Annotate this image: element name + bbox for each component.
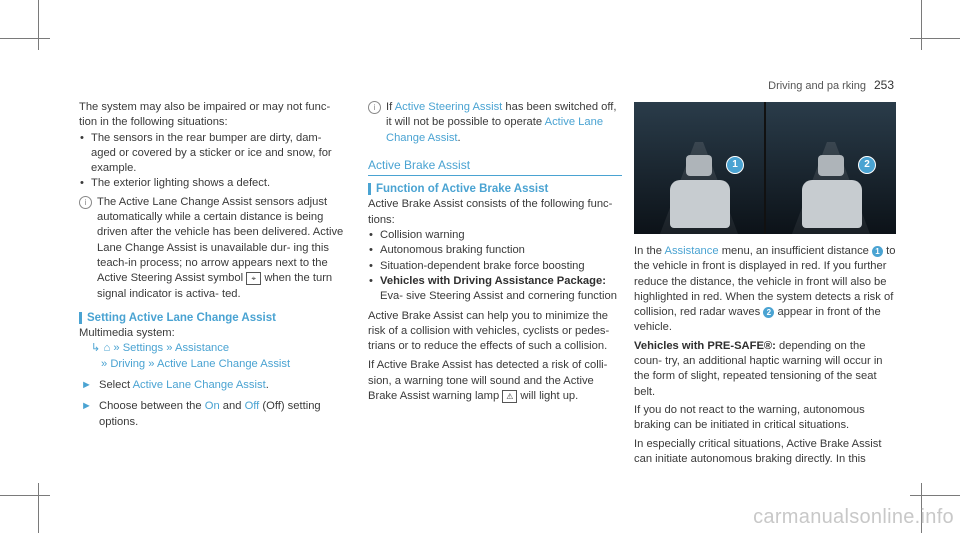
note-tail: when the turn signal indicator is activa‐ ted. bbox=[97, 272, 333, 300]
info-icon: i bbox=[79, 196, 92, 209]
menu-path bbox=[79, 357, 345, 372]
multimedia-label: Multimedia system: bbox=[79, 327, 175, 340]
crop-mark bbox=[38, 0, 39, 50]
menu-link: Assistance bbox=[664, 245, 719, 257]
paragraph: Active Brake Assist can help you to minimize the risk of a collision with vehicles, cyclists or pedes‐ trians or to reduce the effects of such a collision. bbox=[368, 309, 610, 353]
chevron-right-icon: » bbox=[166, 342, 173, 355]
path-arrow-icon: ↳ bbox=[91, 342, 101, 355]
crop-mark bbox=[921, 0, 922, 50]
menu-link: Active Lane Change Assist bbox=[132, 379, 266, 392]
path-item: Driving bbox=[110, 357, 146, 370]
option-off: Off bbox=[244, 400, 260, 413]
crop-mark bbox=[0, 495, 50, 496]
section-heading: Setting Active Lane Change Assist bbox=[79, 311, 345, 326]
intro-text: Active Brake Assist consists of the following func‐ tions: bbox=[368, 198, 613, 226]
brake-warning-lamp-icon: ⚠ bbox=[502, 390, 517, 403]
column-left bbox=[79, 100, 345, 430]
section-heading: Function of Active Brake Assist bbox=[368, 182, 622, 197]
menu-link: Active Lane Change Assist bbox=[386, 116, 604, 144]
list-item: • Collision warning bbox=[368, 228, 622, 243]
steering-assist-icon: ⌖ bbox=[246, 272, 261, 285]
list-item: • Situation-dependent brake force boosting bbox=[368, 259, 622, 274]
display-panel-left bbox=[634, 102, 764, 234]
paragraph: If Active Brake Assist has detected a risk of colli‐ sion, a warning tone will sound and the Active Brake Assist warning lamp ⚠ will light up. bbox=[368, 359, 608, 403]
column-middle bbox=[368, 100, 622, 404]
callout-badge: 1 bbox=[726, 156, 744, 174]
paragraph: In the Assistance menu, an insufficient distance 1 to the vehicle in front is displayed in red. If you further reduce the distance, the vehicle in front will also be highlighted in red. When the system detects a risk of collision, red radar waves 2 appear in front of the vehicle. bbox=[634, 245, 896, 334]
paragraph: Vehicles with PRE-SAFE®: depending on the coun‐ try, an additional haptic warning will occur in the form of slight, repeated tensioning of the seat belt. bbox=[634, 339, 883, 398]
action-step: ► Choose between the On and Off (Off) setting options. bbox=[81, 400, 321, 428]
action-arrow-icon: ► bbox=[81, 400, 92, 413]
page-number: 253 bbox=[873, 78, 894, 92]
watermark: carmanualsonline.info bbox=[753, 506, 954, 528]
section-title: Driving and pa rking bbox=[768, 80, 866, 92]
path-item: Active Lane Change Assist bbox=[157, 357, 291, 370]
list-item: • Vehicles with Driving Assistance Package: Eva‐ sive Steering Assist and cornering function bbox=[368, 274, 622, 305]
menu-path bbox=[79, 341, 345, 356]
page-header bbox=[768, 78, 894, 92]
home-icon: ⌂ bbox=[103, 342, 111, 355]
option-on: On bbox=[204, 400, 220, 413]
paragraph: If you do not react to the warning, autonomous braking can be initiated in critical situations. bbox=[634, 403, 865, 432]
chevron-right-icon: » bbox=[101, 357, 108, 370]
intro-text: The system may also be impaired or may not func‐ tion in the following situations: bbox=[79, 101, 331, 129]
menu-link: Active Steering Assist bbox=[394, 101, 503, 113]
callout-badge: 2 bbox=[763, 307, 774, 318]
note: i If Active Steering Assist has been switched off, it will not be possible to operate Active Lane Change Assist. bbox=[368, 100, 622, 146]
path-item: Assistance bbox=[174, 342, 230, 355]
column-right bbox=[634, 244, 896, 467]
note-text: The Active Lane Change Assist sensors adjust automatically while a certain distance is being driven after the vehicle has been delivered. Active Lane Change Assist is unavailable dur‐ ing this teach-in process; no arrow appears next to the Active Steering Assist symbol bbox=[97, 195, 344, 285]
assistance-display-image bbox=[634, 102, 896, 234]
callout-badge: 2 bbox=[858, 156, 876, 174]
chevron-right-icon: » bbox=[148, 357, 155, 370]
crop-mark bbox=[38, 483, 39, 533]
crop-mark bbox=[910, 38, 960, 39]
section-title: Active Brake Assist bbox=[368, 158, 622, 176]
path-item: Settings bbox=[122, 342, 164, 355]
list-item: • Autonomous braking function bbox=[368, 243, 622, 258]
note bbox=[79, 195, 345, 302]
list-item: • The exterior lighting shows a defect. bbox=[79, 176, 345, 191]
action-step: ► Select Active Lane Change Assist. bbox=[79, 378, 345, 393]
action-arrow-icon: ► bbox=[81, 379, 92, 392]
info-icon: i bbox=[368, 101, 381, 114]
callout-badge: 1 bbox=[872, 246, 883, 257]
display-panel-right bbox=[766, 102, 896, 234]
crop-mark bbox=[910, 495, 960, 496]
chevron-right-icon: » bbox=[113, 342, 120, 355]
crop-mark bbox=[0, 38, 50, 39]
paragraph: In especially critical situations, Active Brake Assist can initiate autonomous braking directly. In this bbox=[634, 437, 882, 465]
list-item: • The sensors in the rear bumper are dirty, dam‐ aged or covered by a sticker or ice and snow, for example. bbox=[79, 131, 345, 177]
